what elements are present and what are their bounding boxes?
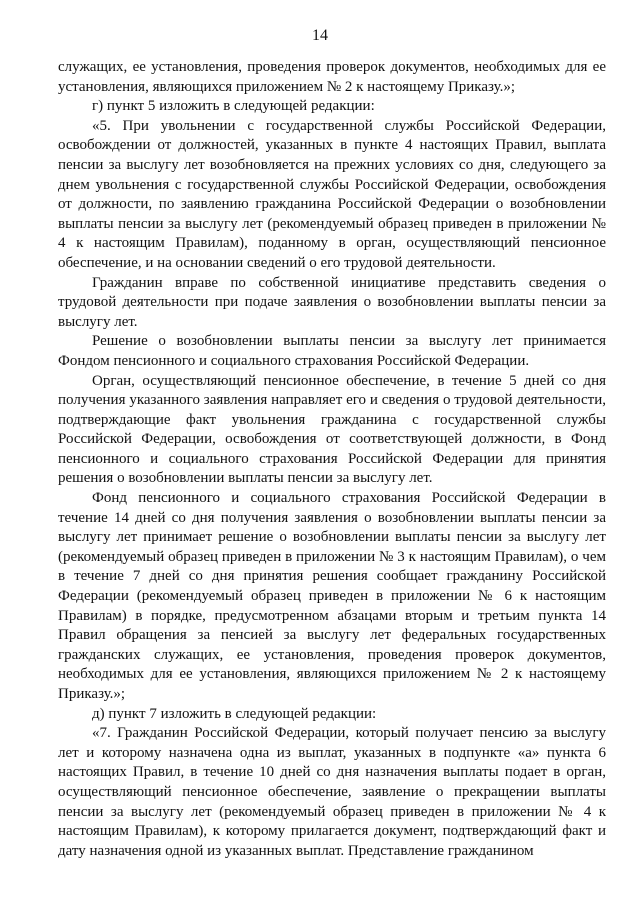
document-body xyxy=(58,58,606,861)
paragraph-fund-14-days: Фонд пенсионного и социального страхования Российской Федерации в течение 14 дней со дня получения заявления о возобновлении выплаты пенсии за выслугу лет принимает решение о возобновлении выплаты пенсии за выслугу лет (рекомендуемый образец приведен в приложении № 3 к настоящим Правилам), о чем в течение 7 дней со дня принятия решения сообщает гражданину Российской Федерации (рекомендуемый образец приведен в приложении № 6 к настоящим Правилам) в порядке, предусмотренном абзацами вторым и третьим пункта 14 Правил обращения за пенсией за выслугу лет федеральных государственных гражданских служащих, ее установления, проведения проверок документов, необходимых для ее установления, являющихся приложением № 2 к настоящему Приказу.»; xyxy=(58,490,606,702)
paragraph-subitem-d: д) пункт 7 изложить в следующей редакции: xyxy=(92,705,377,722)
page-number: 14 xyxy=(312,27,328,44)
paragraph-pension-authority: Орган, осуществляющий пенсионное обеспечение, в течение 5 дней со дня получения указанного заявления направляет его и сведения о трудовой деятельности, подтверждающие факт увольнения гражданина с государственной службы Российской Федерации, освобождения от соответствующей должности, в Фонд пенсионного и социального страхования Российской Федерации для принятия решения о возобновлении выплаты пенсии за выслугу лет. xyxy=(58,372,606,487)
paragraph-subitem-g: г) пункт 5 изложить в следующей редакции: xyxy=(92,98,375,115)
paragraph-fund-decision: Решение о возобновлении выплаты пенсии за выслугу лет принимается Фондом пенсионного и социального страхования Российской Федерации. xyxy=(58,333,606,369)
paragraph-citizen-right: Гражданин вправе по собственной инициативе представить сведения о трудовой деятельности при подаче заявления о возобновлении выплаты пенсии за выслугу лет. xyxy=(58,274,606,330)
paragraph-point-5: «5. При увольнении с государственной службы Российской Федерации, освобождении от должностей, указанных в пункте 4 настоящих Правил, выплата пенсии за выслугу лет возобновляется на прежних условиях со дня, следующего за днем увольнения с государственной службы Российской Федерации, освобождения от должности, по заявлению гражданина Российской Федерации о возобновлении выплаты пенсии за выслугу лет (рекомендуемый образец приведен в приложении № 4 к настоящим Правилам), поданному в орган, осуществляющий пенсионное обеспечение, и на основании сведений о его трудовой деятельности. xyxy=(58,117,606,271)
paragraph-point-7: «7. Гражданин Российской Федерации, который получает пенсию за выслугу лет и которому назначена одна из выплат, указанных в подпункте «а» пункта 6 настоящих Правил, в течение 10 дней со дня назначения выплаты подает в орган, осуществляющий пенсионное обеспечение, заявление о прекращении выплаты пенсии за выслугу лет (рекомендуемый образец приведен в приложении № 4 к настоящим Правилам), к которому прилагается документ, подтверждающий факт и дату назначения одной из указанных выплат. Представление гражданином xyxy=(58,725,606,859)
paragraph-continuation: служащих, ее установления, проведения проверок документов, необходимых для ее установления, являющихся приложением № 2 к настоящему Приказу.»; xyxy=(58,59,606,95)
